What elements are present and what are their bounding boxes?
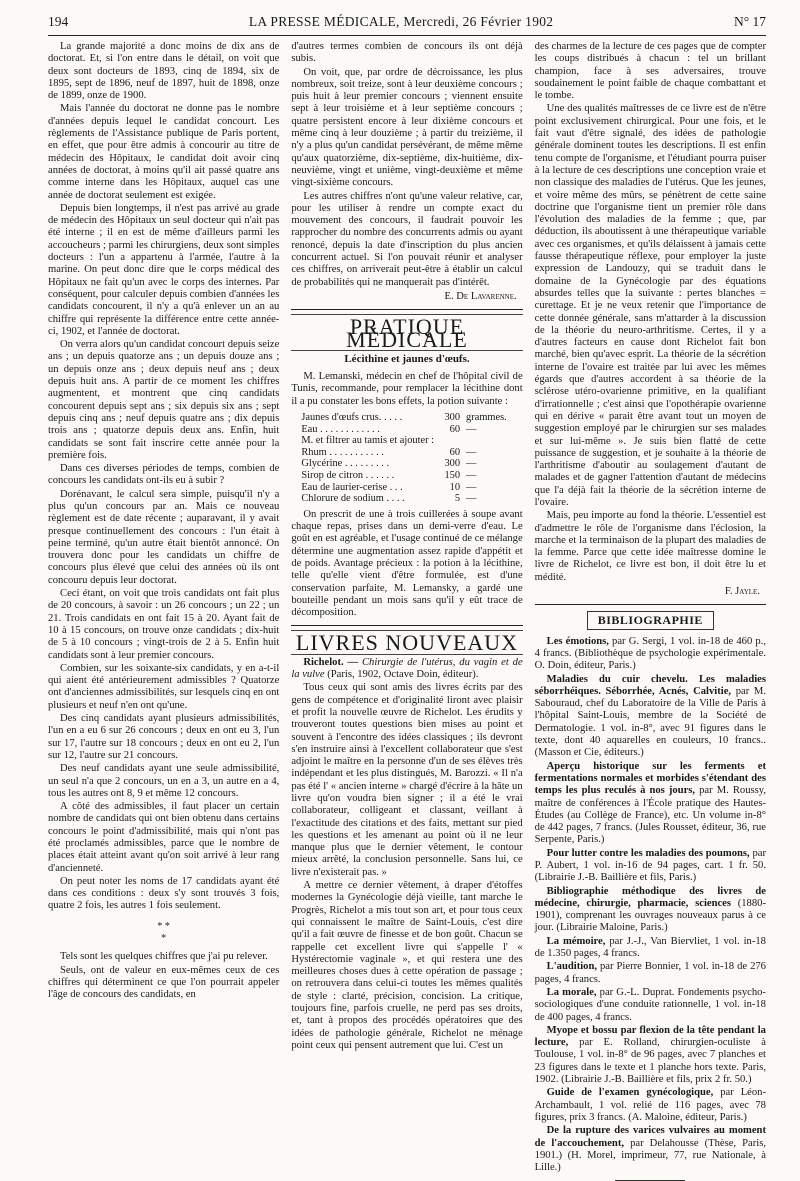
recipe-name: Jaunes d'œufs crus. . . . .: [301, 412, 403, 424]
entry-title: Pour lutter contre les maladies des poumons,: [546, 847, 750, 859]
paragraph: M. Lemanski, médecin en chef de l'hôpital civil de Tunis, recommande, pour remplacer la lécithine dont il a pu constater les bons effets, la potion suivante :: [291, 371, 523, 407]
entry-details: par P. Aubert, 1 vol. in-16 de 94 pages, cart. 1 fr. 50. (Librairie J.-B. Baillière et fils, Paris.): [534, 847, 766, 884]
recipe-qty: 5: [454, 493, 461, 505]
recipe-name: Chlorure de sodium . . . .: [301, 493, 405, 505]
paragraph: La grande majorité a donc moins de dix ans de doctorat. Et, si l'on entre dans le détail, on voit que deux sont docteurs de 1893, cinq de 1894, six de 1895, sept de 1896, neuf de 1897, huit de 1898, onze de 1899, onze de 1900.: [48, 41, 280, 102]
bibliography-entry: [535, 1125, 766, 1174]
recipe-row: [301, 424, 518, 436]
entry-details: par Delahousse (Thèse, Paris, 1901.) (H. Morel, imprimeur, 77, rue Nationale, à Lille.): [534, 1137, 766, 1174]
columns: [48, 41, 766, 1174]
bibliography-entry: [535, 1025, 766, 1086]
recipe-row: [301, 493, 518, 505]
paragraph: Dorénavant, le calcul sera simple, puisqu'il n'y a plus qu'un concours par an. Mais ce nouveau règlement est de date récente ; auparavant, il y avait presque continuellement des concours : l'un était à peine terminé, qu'un autre était bientôt annoncé. On trouvera donc pour les candidats un chiffre de concours plus élevé que celui des années où ils ont concouru depuis leur doctorat.: [48, 488, 280, 586]
recipe-unit: —: [466, 446, 477, 458]
recipe-unit: —: [466, 458, 477, 470]
entry-details: par M. Roussy, maître de conférences à l'École pratique des Hautes-Études (au Collège de France), etc. Un volume in-8° de 442 pages, 7 francs. (Jules Rousset, éditeur, 36, rue Serpente, Paris.): [534, 785, 766, 846]
section-stars: * * *: [157, 920, 170, 945]
recipe-unit: —: [466, 423, 477, 435]
entry-details: (1880-1901), comprenant les ouvrages nouveaux parus à ce jour. (Librairie Maloine, Paris.): [534, 897, 766, 934]
paragraph: A mettre ce dernier vêtement, à draper d'étoffes modernes la Gynécologie déjà vieille, tant marche le Progrès, Richelot a mis tout son art, et pour tous ceux qui connaissent le maître de Saint-Louis, c'est dire qu'il a fait œuvre de finesse et de bon goût. Chacun se rappelle cet excellent livre qui s'appelle l' « Hystérectomie vaginale », et qui restera une des meilleures choses dues à cette opération de passage ; on retrouvera dans celui-ci toutes les mêmes qualités de style : clarté, précision, concision. La critique, toujours fine, parfois cruelle, ne perd pas ses droits, et, tant à propos des procédés opératoires que des idées de pathologie générale, Richelot ne ménage point ceux qui pensent autrement que lui. C'est un: [291, 880, 523, 1051]
book-title: Chirurgie de l'utérus, du vagin et de la vulve: [291, 656, 523, 681]
entry-details: par M. Sabouraud, chef du Laboratoire de la Ville de Paris à l'hôpital Saint-Louis, membre de la Société de Dermatologie. 1 vol. in-8°, avec 91 figures dans le texte, dont 40 aquarelles en couleurs, 10 francs.. (Masson et Cie, éditeurs.): [534, 685, 766, 759]
entry-title: Les émotions,: [546, 635, 609, 647]
paragraph: des charmes de la lecture de ces pages que de compter les coups distribués à chacun : tel un brillant champion, face à ses adversaires, trouve soudainement le point faible de chaque combattant et le tombe.: [534, 41, 766, 102]
entry-details: par G. Sergi, 1 vol. in-18 de 460 p., 4 francs. (Bibliothèque de psychologie expérimentale. O. Doin, éditeur, Paris.): [534, 635, 766, 672]
recipe-unit: —: [466, 481, 477, 493]
entry-details: par E. Rolland, chirurgien-oculiste à Toulouse, 1 vol. in-8° de 96 pages, avec 7 planches et 23 figures dans le texte et 1 planche hors texte. Paris, 1902. (Librairie J.-B. Baillière et fils, prix 2 fr. 50.): [534, 1037, 766, 1086]
recipe-row: [301, 470, 518, 482]
recipe-qty: 150: [444, 469, 461, 481]
column-3: [534, 41, 766, 1174]
recipe-qty: 300: [444, 412, 461, 424]
paragraph: Dans ces diverses périodes de temps, combien de concours les candidats ont-ils eu à subir ?: [48, 463, 280, 487]
divider: [291, 625, 522, 626]
recipe-name: Eau . . . . . . . . . . . .: [301, 423, 380, 435]
column-2: [291, 41, 522, 1081]
entry-title: La mémoire,: [546, 935, 606, 947]
bibliography-list: [535, 636, 766, 1175]
bibliography-entry: [535, 1087, 766, 1124]
author-signature: E. De Lavarenne.: [444, 290, 517, 302]
section-heading-livres: LIVRES NOUVEAUX: [295, 630, 519, 656]
paragraph: Seuls, ont de valeur en eux-mêmes ceux de ces chiffres qui déterminent ce que l'on pourrait appeler l'âge de concours des candidats, en: [48, 964, 280, 1001]
recipe-row: [301, 435, 518, 447]
recipe-name: Glycérine . . . . . . . . .: [301, 458, 390, 470]
recipe-name: Rhum . . . . . . . . . . .: [301, 446, 384, 458]
article-subheading: Lécithine et jaunes d'œufs.: [344, 352, 470, 365]
recipe-unit: grammes.: [466, 412, 507, 424]
bibliography-entry: [535, 936, 766, 961]
paragraph: Tels sont les quelques chiffres que j'ai pu relever.: [60, 951, 268, 963]
paragraph: On prescrit de une à trois cuillerées à soupe avant chaque repas, prises dans un demi-verre d'eau. Le goût en est agréable, et l'usage continué de ce mélange détermine une augmentation assez rapide d'appétit et de poids. Avantage précieux : la potion à la lécithine, telle qu'elle vient d'être formulée, est d'une conservation parfaite, M. Lemansky, a gardé une bouteille pendant un mois sans qu'il y eût trace de décomposition.: [291, 508, 523, 619]
issue-number: N° 17: [733, 14, 766, 29]
recipe-row: [301, 412, 518, 424]
entry-title: De la rupture des varices vulvaires au moment de l'accouchement,: [534, 1125, 766, 1149]
entry-details: par Pierre Bonnier, 1 vol. in-18 de 276 pages, 4 francs.: [534, 961, 766, 985]
paragraph: Mais l'année du doctorat ne donne pas le nombre d'années depuis lequel le candidat concourt. Les règlements de l'Assistance publique de Paris portent, en effet, que pour être admis à concourir au titre de médecin des Hôpitaux, le candidat doit avoir cinq années de doctorat, à moins qu'il ait passé quatre ans comme interne dans les Hôpitaux, auquel cas une année de doctorat seulement est exigée.: [48, 103, 280, 201]
recipe-unit: [466, 435, 519, 447]
bibliography-entry: [535, 636, 766, 673]
recipe-name: Eau de laurier-cerise . . .: [301, 481, 403, 493]
paragraph: Les autres chiffres n'ont qu'une valeur relative, car, pour les utiliser à rendre un compte exact du mouvement des concours, il faudrait pouvoir les rapprocher du nombre des concurrents admis ou ayant renoncé, depuis la date d'inscription du plus ancien concurrent actuel. Si l'on pouvait réunir et analyser ces chiffres, on arriverait peut-être à établir un calcul de probabilités qui ne manquerait pas d'intérêt.: [291, 190, 523, 288]
section-heading-pratique: PRATIQUE MÉDICALE: [346, 314, 468, 352]
entry-details: par G.-L. Duprat. Fondements psycho-sociologiques d'une conduite rationnelle, 1 vol. in-18 de 400 pages, 4 francs.: [534, 986, 766, 1023]
recipe-name: M. et filtrer au tamis et ajouter :: [301, 435, 435, 447]
recipe-qty: 10: [449, 481, 461, 493]
paragraph: d'autres termes combien de concours ils ont déjà subis.: [291, 41, 523, 65]
recipe-name: Sirop de citron . . . . . .: [301, 469, 395, 481]
recipe-qty: 300: [444, 458, 461, 470]
paragraph: On verra alors qu'un candidat concourt depuis seize ans ; un depuis quatorze ans ; un depuis douze ans ; un depuis onze ans ; deux depuis neuf ans ; deux depuis huit ans. A partir de ce moment les chiffres augmentent, et montrent que cinq candidats concourent depuis sept ans ; six depuis six ans ; sept depuis cinq ans ; neuf depuis quatre ans ; dix depuis trois ans ; quatorze depuis deux ans. Enfin, huit candidats se sont fait inscrire cette année pour la première fois.: [48, 339, 280, 461]
paragraph: Combien, sur les soixante-six candidats, y en a-t-il qui aient été antérieurement admissibles ? Quatorze ont d'anciennes admissibilités, sur lesquels cinq en ont plusieurs et neuf n'en ont qu'une.: [48, 662, 280, 711]
book-publisher: (Paris, 1902, Octave Doin, éditeur).: [324, 669, 479, 681]
entry-details: par J.-J., Van Biervliet, 1 vol. in-18 de 1.350 pages, 4 francs.: [534, 935, 766, 960]
entry-title: Myope et bossu par flexion de la tête pendant la lecture,: [534, 1024, 766, 1049]
paragraph: Une des qualités maîtresses de ce livre est de n'être point exclusivement chirurgical. Pour une fois, et le fait vaut d'être signalé, des idées de pathologie générale dominent toutes les descriptions. Il est enfin tenu compte de l'organisme, et l'étudiant pourra puiser à la lecture de ces descriptions une conception vraie et non classique des maladies de l'utérus. Que les jeunes, et voire même des mûrs, se pénètrent de cette saine doctrine que l'organisme tient un premier rôle dans l'évolution des maladies de la femme ; que, par déduction, ils aboutissent à une thérapeutique variable avec ces organismes, et qu'ils délaissent à jamais cette fausse thérapeutique réflexe, pour employer la juste expression de Landouzy, qui se traduit dans le domaine de la Gynécologie par des équations absurdes telles que la suivante : pertes blanches = curettage. Et je ne veux retenir que l'importance de cette donnée générale, sans m'attarder à la discussion de la théorie du neuro-arthritisme. Certes, il y a d'autres facteurs en cause dont Richelot fait bon marché, bien qu'avec esprit. La théorie de la sécrétion interne de l'ovaire est traitée par lui avec les mêmes égards que d'autres accordent à sa théorie de la sclérose utéro-ovarienne primitive, en la qualifiant d'irrationnelle ; c'est ainsi que l'opothérapie ovarienne qui en dérive « parait être avant tout un moyen de suggestion employé par le chirurgien sur ses malades et sur lui-même ». Je suis bien flatté de cette puissance de suggestion, et je souhaite à la théorie de l'arthritisme d'aboutir au soulagement d'autant de malades et de gagner l'attention d'autant de médecins que l'a déjà fait la théorie de la sécrétion interne de l'ovaire.: [534, 103, 766, 508]
page-header: [48, 14, 766, 36]
paragraph: Depuis bien longtemps, il n'est pas arrivé au grade de médecin des Hôpitaux un seul docteur qui n'ait pas été interne ; il en est de même d'ailleurs parmi les accoucheurs ; parmi les chirurgiens, deux sont simples docteurs : l'un a appartenu à l'armée, l'autre à la marine. On peut donc dire que le corps médical des Hôpitaux ne fait qu'un avec le corps des internes. Par conséquent, pour calculer depuis combien d'années les candidats concourent, il n'y a qu'à enlever un an au chiffre qui représente la différence entre cette année-ci, 1902, et l'année de doctorat.: [48, 202, 280, 337]
book-citation: [291, 657, 522, 682]
paragraph: On voit, que, par ordre de décroissance, les plus nombreux, soit treize, sont à leur deuxième concours ; puis huit à leur premier concours ; viennent ensuite sept à leur troisième et à leur septième concours ; quatre persistent encore à leur dixième concours et même cinq à leur douzième ; à partir du treizième, il n'y a plus qu'un candidat persévérant, de même même qu'aux quatorzième, dix-septième, dix-huitième, dix-neuvième, vingt et unième, vingt-deuxième et même vingt-sixième concours.: [291, 66, 523, 189]
recipe-qty: 60: [449, 446, 461, 458]
bibliography-entry: [535, 961, 766, 986]
bibliography-title: BIBLIOGRAPHIE: [587, 611, 714, 629]
bibliography-entry: [535, 761, 766, 847]
author-signature: F. Jayle.: [724, 586, 760, 598]
bibliography-entry: [535, 674, 766, 760]
entry-details: par Léon-Archambault, 1 vol. relié de 116 pages, avec 78 figures, prix 3 francs. (A. Maloine, éditeur, Paris.): [534, 1087, 766, 1123]
entry-title: Maladies du cuir chevelu. Les maladies séborrhéiques. Séborrhée, Acnés, Calvitie,: [534, 673, 766, 697]
recipe-unit: —: [466, 469, 477, 481]
bibliography-entry: [535, 987, 766, 1024]
entry-title: Bibliographie méthodique des livres de médecine, chirurgie, pharmacie, sciences: [534, 885, 766, 909]
recipe-table: [301, 412, 518, 505]
journal-title: LA PRESSE MÉDICALE, Mercredi, 26 Février 1902: [248, 14, 554, 29]
entry-title: Guide de l'examen gynécologique,: [546, 1087, 714, 1099]
paragraph: Ceci étant, on voit que trois candidats ont fait plus de 20 concours, à savoir : un 26 concours ; un 22 ; un 21. Trois candidats en ont fait 15 à 20. Ayant fait de 10 à 15 concours, on trouve onze candidats ; dix-huit de 5 à 10 concours ; vingt-trois de 2 à 5. Enfin huit candidats sont à leur premier concours.: [48, 588, 280, 661]
recipe-qty: 60: [449, 423, 461, 435]
column-1: [48, 41, 279, 1081]
divider: [535, 604, 766, 605]
paragraph: Tous ceux qui sont amis des livres écrits par des gens de compétence et d'originalité liront avec plaisir et profit la nouvelle œuvre de Richelot. Les érudits y trouveront toutes questions bien mises au point et souvent à l'encontre des idées classiques ; ils devront s'en instruire ainsi à l'excellent collaborateur que s'est adjoint le maître en la personne d'un de ses élèves très indépendant et les plus distingués, M. Barozzi. « Il n'a pas été l' « ancien interne » chargé d'écrire à la hâte un livre qu'on voudra bien signer ; il a été le vrai collaborateur, colligeant et classant, veillant à l'exactitude des citations et des faits, mettant sur pied les questions et les amenant au point où il ne leur manque plus que le dernier vêtement, le contour mieux arrêté, la conclusion personnelle. Sans lui, ce livre n'existerait pas. »: [291, 682, 523, 878]
paragraph: Des neuf candidats ayant une seule admissibilité, un seul n'a que 2 concours, un en a 3, un autre en a 4, tous les autres ont 8, 9 et même 12 concours.: [48, 763, 280, 799]
book-author: Richelot. —: [303, 656, 362, 668]
paragraph: On peut noter les noms de 17 candidats ayant été dans ces conditions : deux s'y sont trouvés 3 fois, quatre 2 fois, les autres 1 fois seulement.: [48, 875, 280, 912]
entry-title: Aperçu historique sur les ferments et fermentations normales et morbides s'étendant des temps les plus reculés à nos jours,: [534, 760, 766, 797]
paragraph: A côté des admissibles, il faut placer un certain nombre de candidats qui ont bien obtenu dans certains concours le point d'admissibilité, mais qui n'ont pas été proclamés admissibles, parce que le nombre de places était atteint avant qu'on soit arrivé à leur rang d'ancienneté.: [48, 801, 280, 874]
recipe-unit: —: [466, 493, 477, 505]
entry-title: L'audition,: [546, 961, 597, 973]
recipe-qty: [434, 435, 466, 447]
bibliography-entry: [535, 848, 766, 885]
recipe-row: [301, 458, 518, 470]
recipe-row: [301, 447, 518, 459]
bibliography-entry: [535, 886, 766, 935]
entry-title: La morale,: [546, 986, 597, 998]
bibliography-header: [535, 611, 766, 629]
recipe-row: [301, 482, 518, 494]
paragraph: Mais, peu importe au fond la théorie. L'essentiel est d'admettre le rôle de l'organisme dans l'éclosion, la marche et la terminaison de la plupart des maladies de la femme. Parce que cette idée maîtresse domine le livre de Richelot, ce livre est bon, il doit être lu et médité.: [534, 510, 766, 583]
divider: [291, 309, 522, 310]
paragraph: Des cinq candidats ayant plusieurs admissibilités, l'un en a eu 6 sur 26 concours ; deux en ont eu 3, l'un sur 17, l'autre sur 18 concours ; deux en ont eu 2, l'un sur 12, l'autre sur 21 concours.: [48, 713, 280, 761]
page-number: 194: [48, 14, 69, 29]
